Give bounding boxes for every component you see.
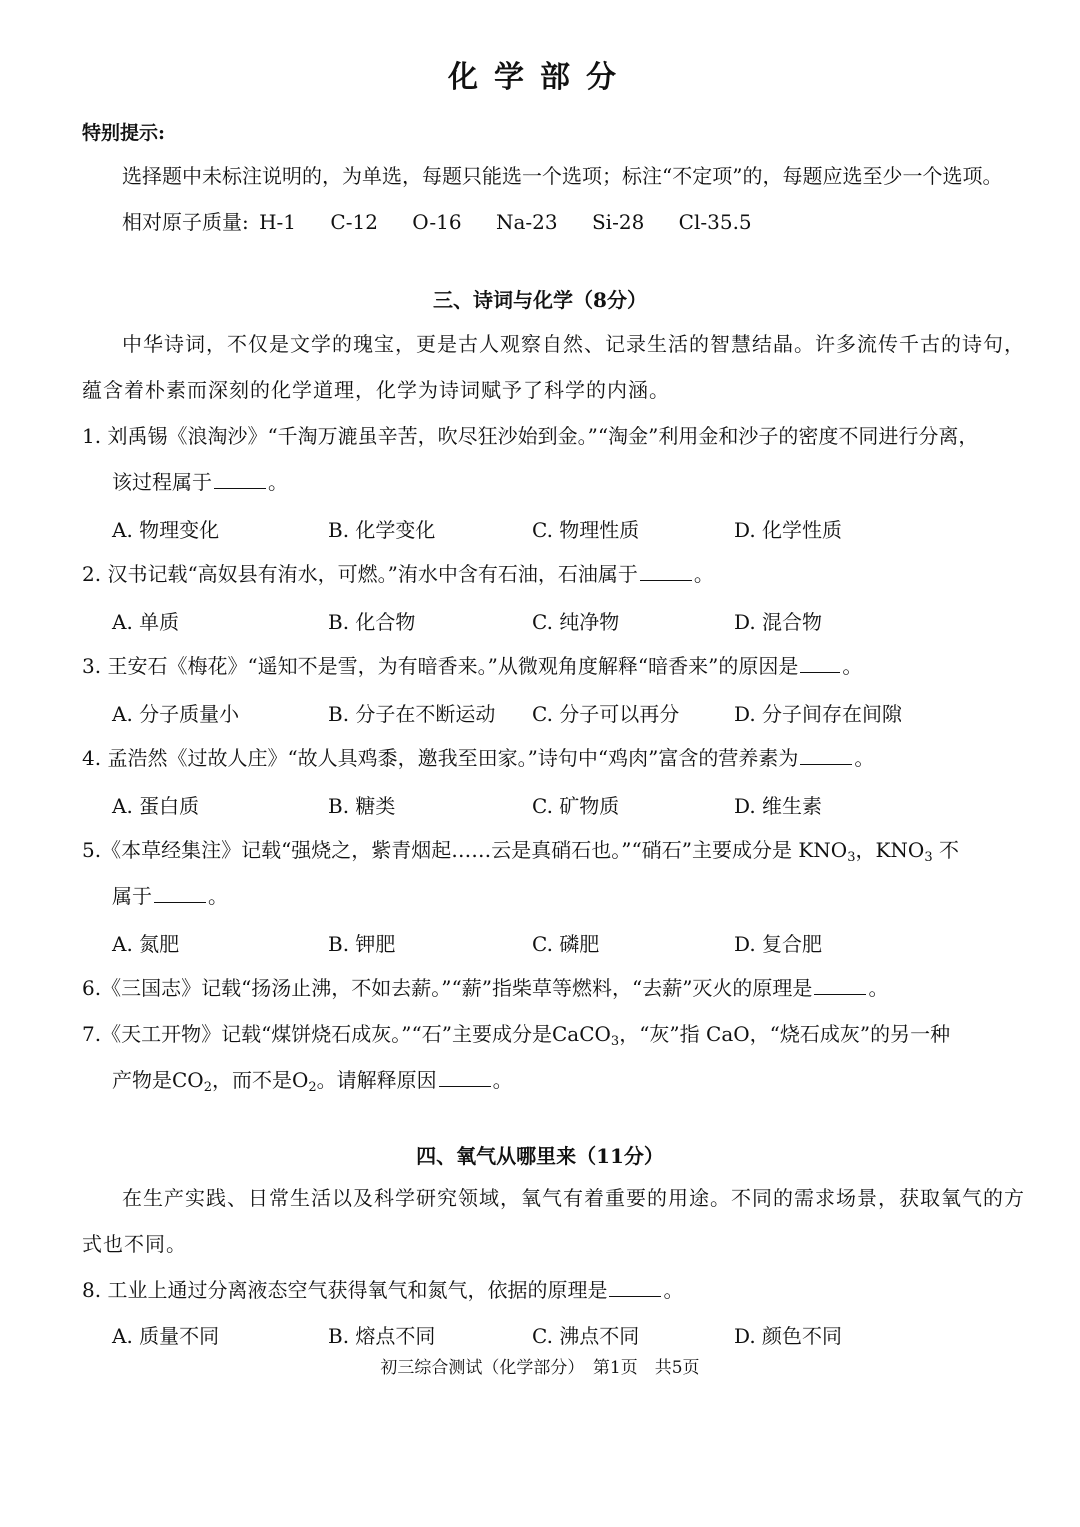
- question-7-stem: 7.《天工开物》记载“煤饼烧石成灰。”“石”主要成分是: [82, 1022, 552, 1046]
- question-8-text: [82, 1276, 683, 1304]
- atomic-mass-cl: Cl-35.5: [678, 210, 752, 234]
- question-2-punct: 。: [693, 562, 714, 586]
- question-1-stem-end: 该过程属于: [112, 470, 212, 494]
- q8-option-b[interactable]: B. 熔点不同: [328, 1324, 436, 1348]
- page-title: 化学部分: [448, 60, 632, 95]
- question-5-text: [82, 836, 959, 872]
- q1-option-d[interactable]: D. 化学性质: [734, 518, 843, 542]
- answer-blank[interactable]: [640, 562, 692, 581]
- answer-blank[interactable]: [814, 976, 866, 995]
- q5-option-b[interactable]: B. 钾肥: [328, 932, 396, 956]
- question-7-cont3: 。请解释原因: [316, 1068, 437, 1092]
- question-5-punct: 。: [208, 884, 228, 908]
- answer-blank[interactable]: [800, 654, 840, 673]
- q4-option-c[interactable]: C. 矿物质: [532, 794, 620, 818]
- question-3-text: [82, 652, 862, 680]
- q5-option-d[interactable]: D. 复合肥: [734, 932, 823, 956]
- q4-option-d[interactable]: D. 维生素: [734, 794, 823, 818]
- question-3-stem: 3. 王安石《梅花》“遥知不是雪，为有暗香来。”从微观角度解释“暗香来”的原因是: [82, 654, 799, 678]
- q4-option-a[interactable]: A. 蛋白质: [112, 794, 200, 818]
- answer-blank[interactable]: [439, 1068, 491, 1087]
- atomic-mass-h: H-1: [259, 210, 297, 234]
- atomic-mass-label: 相对原子质量:: [122, 210, 249, 234]
- formula-caco3: CaCO: [551, 1022, 611, 1046]
- q3-option-d[interactable]: D. 分子间存在间隙: [734, 702, 903, 726]
- subscript: 3: [610, 1034, 620, 1049]
- question-5-text-cont: [112, 882, 228, 910]
- question-1-text: 1. 刘禹锡《浪淘沙》“千淘万漉虽辛苦，吹尽狂沙始到金。”“淘金”利用金和沙子的密度不同进行分离，: [82, 424, 979, 448]
- question-7-stem-end: ，“烧石成灰”的另一种: [749, 1022, 951, 1046]
- question-6-stem: 6.《三国志》记载“扬汤止沸，不如去薪。”“薪”指柴草等燃料，“去薪”灭火的原理是: [82, 976, 813, 1000]
- q8-option-d[interactable]: D. 颜色不同: [734, 1324, 843, 1348]
- atomic-mass-row: [122, 208, 752, 236]
- q1-option-b[interactable]: B. 化学变化: [328, 518, 436, 542]
- question-3-punct: 。: [842, 654, 863, 678]
- q2-option-b[interactable]: B. 化合物: [328, 610, 416, 634]
- question-2-text: [82, 560, 714, 588]
- question-7-cont2: ，而不是: [211, 1068, 292, 1092]
- question-5-stem: 5.《本草经集注》记载“强烧之，紫青烟起……云是真硝石也。”“硝石”主要成分是: [82, 838, 792, 862]
- q2-option-a[interactable]: A. 单质: [112, 610, 180, 634]
- formula-kno3: KNO: [875, 838, 925, 862]
- q3-option-c[interactable]: C. 分子可以再分: [532, 702, 680, 726]
- question-8-stem: 8. 工业上通过分离液态空气获得氧气和氮气，依据的原理是: [82, 1278, 608, 1302]
- formula-kno3: KNO: [798, 838, 848, 862]
- q2-option-c[interactable]: C. 纯净物: [532, 610, 620, 634]
- atomic-mass-o: O-16: [412, 210, 462, 234]
- question-1-text-cont: [112, 468, 288, 496]
- q4-option-b[interactable]: B. 糖类: [328, 794, 396, 818]
- section-three-intro-line1: 中华诗词，不仅是文学的瑰宝，更是古人观察自然、记录生活的智慧结晶。许多流传千古的诗句，: [122, 332, 1025, 356]
- section-three-heading: 三、诗词与化学（8分）: [433, 288, 647, 312]
- q1-option-a[interactable]: A. 物理变化: [112, 518, 220, 542]
- subscript: 3: [847, 850, 856, 865]
- subscript: 3: [924, 850, 933, 865]
- q3-option-a[interactable]: A. 分子质量小: [112, 702, 240, 726]
- question-7-cont: 产物是: [112, 1068, 172, 1092]
- question-7-text: [82, 1020, 950, 1056]
- formula-cao: CaO: [706, 1022, 750, 1046]
- question-7-mid: ，“灰”指: [619, 1022, 700, 1046]
- answer-blank[interactable]: [609, 1278, 661, 1297]
- section-four-heading: 四、氧气从哪里来（11分）: [416, 1144, 664, 1168]
- hint-line: 选择题中未标注说明的，为单选，每题只能选一个选项；标注“不定项”的，每题应选至少一个选项。: [122, 164, 1003, 188]
- q2-option-d[interactable]: D. 混合物: [734, 610, 823, 634]
- q8-option-a[interactable]: A. 质量不同: [112, 1324, 220, 1348]
- question-1-punct: 。: [268, 470, 288, 494]
- question-5-cont: 属于: [112, 884, 152, 908]
- q5-option-c[interactable]: C. 磷肥: [532, 932, 600, 956]
- special-hint-label: 特别提示:: [82, 122, 166, 144]
- question-6-punct: 。: [868, 976, 889, 1000]
- subscript: 2: [203, 1080, 212, 1095]
- formula-co2: CO: [172, 1068, 204, 1092]
- atomic-mass-si: Si-28: [591, 210, 645, 234]
- answer-blank[interactable]: [214, 470, 266, 489]
- question-4-text: [82, 744, 874, 772]
- answer-blank[interactable]: [800, 746, 852, 765]
- question-4-stem: 4. 孟浩然《过故人庄》“故人具鸡黍，邀我至田家。”诗句中“鸡肉”富含的营养素为: [82, 746, 799, 770]
- section-four-intro-line2: 式也不同。: [82, 1232, 187, 1256]
- separator: ，: [855, 838, 876, 862]
- question-5-stem-end: 不: [938, 838, 959, 862]
- page-footer: 初三综合测试（化学部分） 第1页 共5页: [380, 1358, 700, 1378]
- atomic-mass-c: C-12: [330, 210, 378, 234]
- question-8-punct: 。: [663, 1278, 684, 1302]
- question-6-text: [82, 974, 888, 1002]
- subscript: 2: [308, 1080, 317, 1095]
- section-four-intro-line1: 在生产实践、日常生活以及科学研究领域，氧气有着重要的用途。不同的需求场景，获取氧气的方: [122, 1186, 1025, 1210]
- question-7-punct: 。: [492, 1068, 513, 1092]
- question-2-stem: 2. 汉书记载“高奴县有洧水，可燃。”洧水中含有石油，石油属于: [82, 562, 638, 586]
- question-7-text-cont: [112, 1066, 513, 1102]
- q5-option-a[interactable]: A. 氮肥: [112, 932, 180, 956]
- answer-blank[interactable]: [154, 884, 206, 903]
- q3-option-b[interactable]: B. 分子在不断运动: [328, 702, 496, 726]
- question-4-punct: 。: [854, 746, 875, 770]
- q8-option-c[interactable]: C. 沸点不同: [532, 1324, 640, 1348]
- section-three-intro-line2: 蕴含着朴素而深刻的化学道理，化学为诗词赋予了科学的内涵。: [82, 378, 670, 402]
- atomic-mass-na: Na-23: [495, 210, 558, 234]
- formula-o2: O: [291, 1068, 309, 1092]
- q1-option-c[interactable]: C. 物理性质: [532, 518, 640, 542]
